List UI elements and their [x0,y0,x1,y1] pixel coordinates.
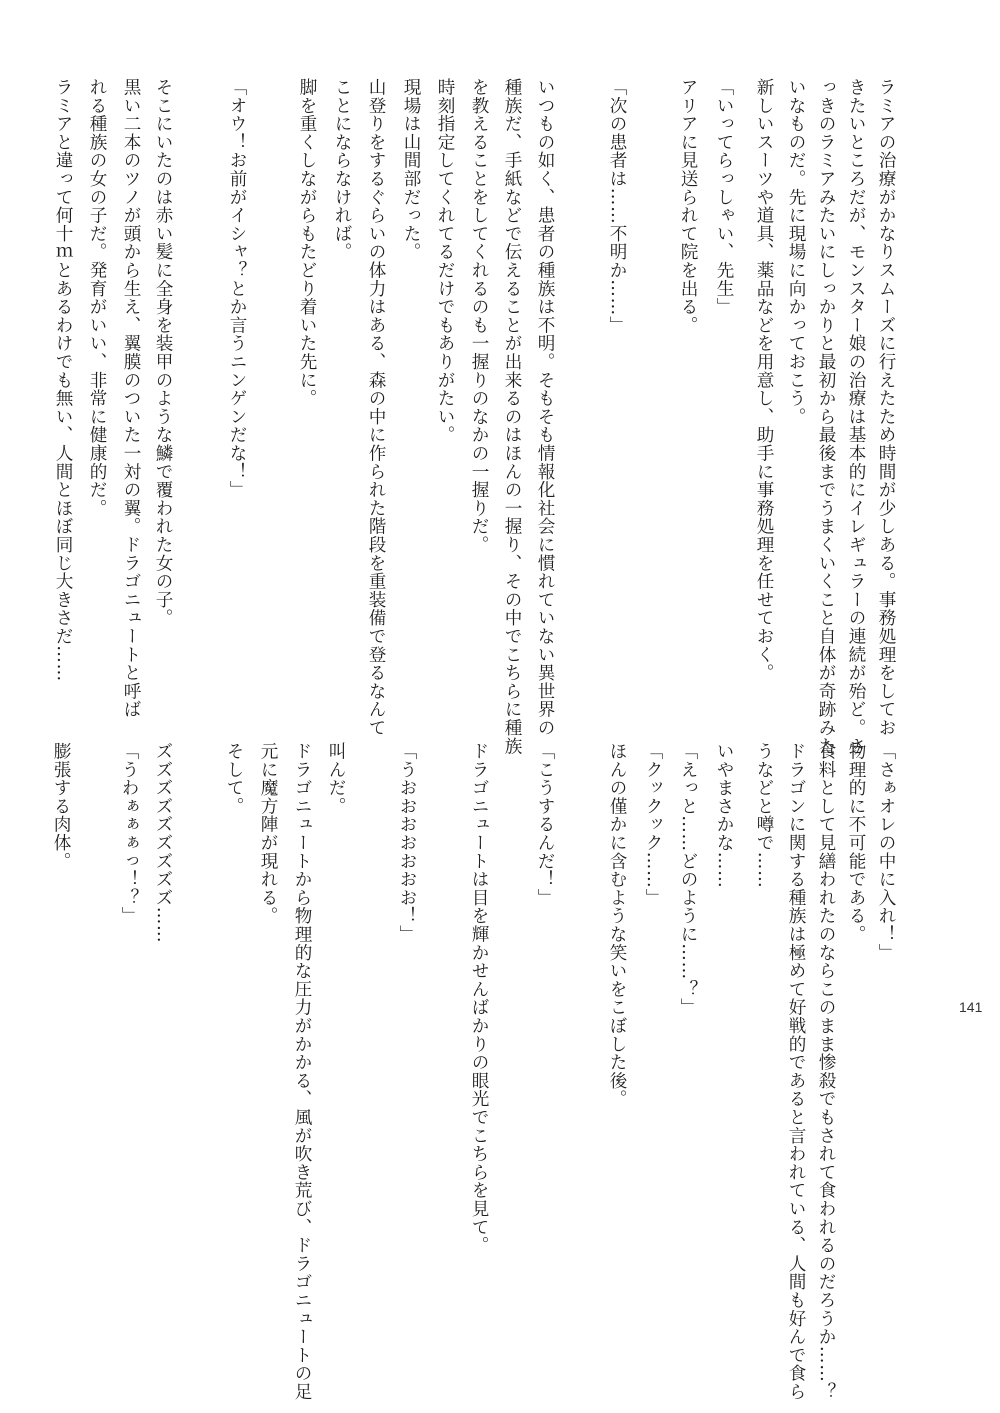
text-column: っきのラミアみたいにしっかりと最初から最後までうまくいくこと自体が奇跡みた [816,78,836,756]
text-column: アリアに見送られて院を出る。 [678,78,698,335]
text-column: 新しいスーツや道具、薬品などを用意し、助手に事務処理を任せておく。 [754,78,774,682]
text-column: 現場は山間部だった。 [401,78,421,261]
text-column: いつもの如く、患者の種族は不明。そもそも情報化社会に慣れていない異世界の [535,78,555,737]
text-column: 時刻指定してくれてるだけでもありがたい。 [435,78,455,444]
text-column: ドラゴニュートから物理的な圧力がかかる、風が吹き荒び、ドラゴニュートの足 [292,742,312,1401]
text-column: ことにならなければ。 [332,78,352,261]
text-column: 「いってらっしゃい、先生」 [714,78,734,316]
text-column: 黒い二本のツノが頭から生え、翼膜のついた一対の翼。ドラゴニュートと呼ば [121,78,141,719]
text-column: ドラゴンに関する種族は極めて好戦的であると言われている、人間も好んで食ら [786,742,806,1401]
text-column: うなどと噂で…… [754,742,774,889]
text-column: いやまさかな…… [714,742,734,889]
text-column: 種族だ、手紙などで伝えることが出来るのはほんの一握り、その中でこちらに種族 [502,78,522,756]
text-column: 「クックック……」 [643,742,663,907]
text-column: きたいところだが、モンスター娘の治療は基本的にイレギュラーの連続が殆ど。さ [846,78,866,756]
text-column: ラミアの治療がかなりスムーズに行えたため時間が少しある。事務処理をしてお [876,78,896,737]
text-column: 「えっと……どのように……？」 [678,742,698,1017]
text-column: れる種族の女の子だ。発育がいい、非常に健康的だ。 [87,78,107,518]
text-column: 「うおおおおおおお！」 [397,742,417,944]
text-column: ラミアと違って何十ｍとあるわけでも無い、人間とほぼ同じ大きさだ…… [53,78,73,682]
text-column: 「次の患者は……不明か……」 [607,78,627,335]
text-column: ドラゴニュートは目を輝かせんばかりの眼光でこちらを見て。 [469,742,489,1255]
text-column: 膨張する肉体。 [51,742,71,871]
text-column: いなものだ。先に現場に向かっておこう。 [786,78,806,426]
text-column: 物理的に不可能である。 [846,742,866,944]
text-column: ズズズズズズズズズ…… [153,742,173,944]
text-column: 叫んだ。 [326,742,346,816]
text-column: 「うわぁぁぁっ！？」 [119,742,139,925]
text-column: ほんの僅かに含むような笑いをこぼした後。 [607,742,627,1108]
text-column: を教えることをしてくれるのも一握りのなかの一握りだ。 [469,78,489,554]
text-column: 山登りをするぐらいの体力はある、森の中に作られた階段を重装備で登るなんて [366,78,386,737]
text-column: 脚を重くしながらもたどり着いた先に。 [297,78,317,408]
text-column: 「こうするんだ！」 [535,742,555,907]
text-column: 元に魔方陣が現れる。 [258,742,278,925]
text-column: 食料として見繕われたのならこのまま惨殺でもされて食われるのだろうか……？ [816,742,836,1401]
text-column: そして。 [224,742,244,816]
page-number: 141 [959,999,983,1015]
text-column: そこにいたのは赤い髪に全身を装甲のような鱗で覆われた女の子。 [153,78,173,627]
text-column: 「さぁオレの中に入れ！」 [876,742,896,962]
text-column: 「オウ！お前がイシャ？とか言うニンゲンだな！」 [227,78,247,499]
